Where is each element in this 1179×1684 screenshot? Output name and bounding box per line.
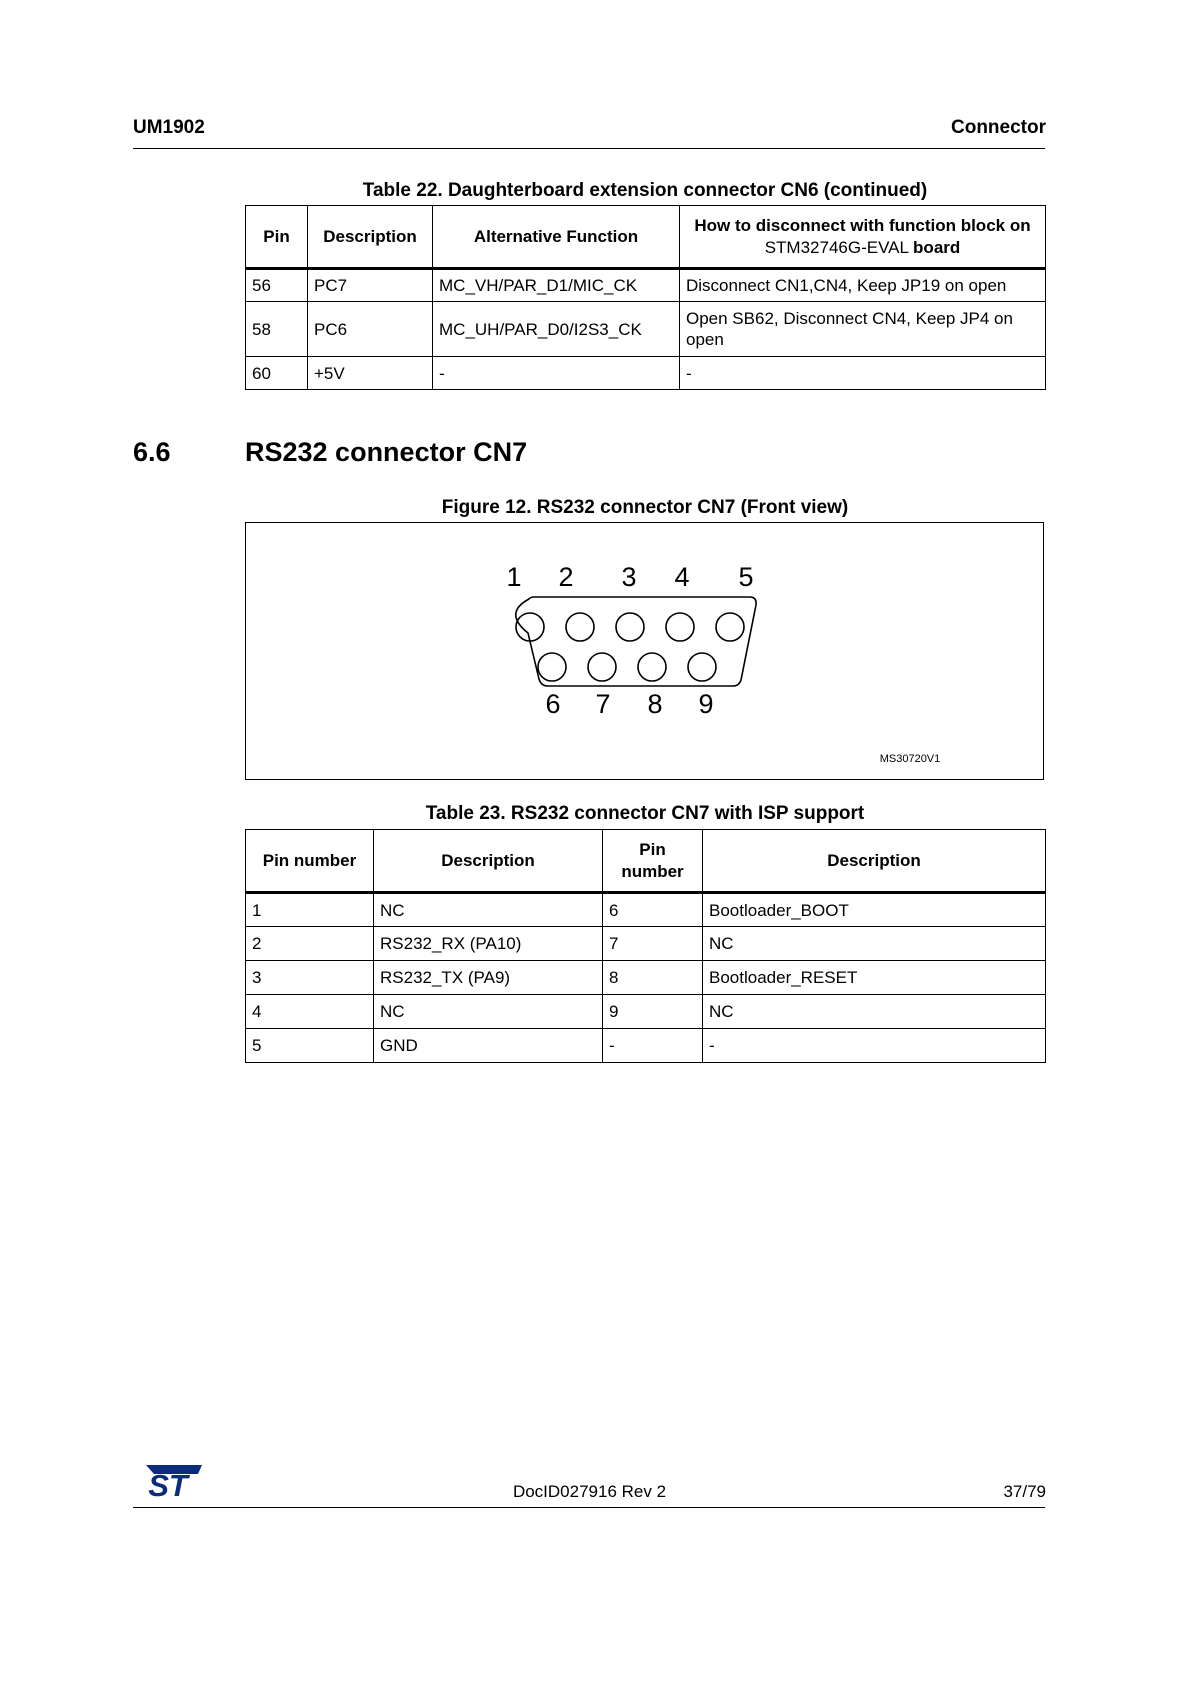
db9-label-9: 9: [698, 689, 714, 719]
table-row: [246, 1029, 1046, 1063]
figure12-frame: [245, 522, 1044, 780]
table23-cell-desc1: RS232_RX (PA10): [374, 927, 603, 961]
table23-header-pin-number: Pin number: [246, 830, 374, 893]
table23-cell-pin2: 6: [603, 893, 703, 927]
db9-pin-2-hole: [566, 613, 594, 641]
db9-pin-1-hole: [516, 613, 544, 641]
table23-header-description-2: Description: [703, 830, 1046, 893]
db9-pin-6-hole: [538, 653, 566, 681]
table-row: [246, 961, 1046, 995]
db9-label-6: 6: [545, 689, 561, 719]
table23-cell-pin1: 2: [246, 927, 374, 961]
db9-pin-5-hole: [716, 613, 744, 641]
table22-cell-how: Disconnect CN1,CN4, Keep JP19 on open: [680, 269, 1046, 302]
table23-header-pin-number-2: [603, 830, 703, 893]
header-rule: [133, 148, 1045, 149]
db9-label-8: 8: [647, 689, 663, 719]
table22-cell-desc: PC6: [308, 302, 433, 357]
db9-label-4: 4: [674, 562, 690, 592]
table22-cell-alt: -: [433, 357, 680, 390]
figure12-caption: Figure 12. RS232 connector CN7 (Front view): [441, 497, 849, 518]
table22-cell-alt: MC_UH/PAR_D0/I2S3_CK: [433, 302, 680, 357]
table22-cell-how: Open SB62, Disconnect CN4, Keep JP4 on open: [680, 302, 1046, 357]
table23-cell-pin1: 4: [246, 995, 374, 1029]
table-row: [246, 269, 1046, 302]
table-row: [246, 995, 1046, 1029]
table23: [245, 829, 1046, 1063]
table22-header-how: [680, 206, 1046, 269]
table23-header-description: Description: [374, 830, 603, 893]
table22-header-how-line2: [686, 237, 1039, 259]
db9-connector-diagram: [246, 523, 1043, 779]
table22: [245, 205, 1046, 390]
table23-cell-pin2: 8: [603, 961, 703, 995]
svg-text:ST: ST: [148, 1468, 188, 1499]
table22-cell-how: -: [680, 357, 1046, 390]
db9-shell-outline: [516, 597, 756, 686]
section-title: RS232 connector CN7: [245, 437, 528, 467]
db9-label-7: 7: [595, 689, 611, 719]
figure12-ref: MS30720V1: [879, 753, 941, 765]
db9-pin-7-hole: [588, 653, 616, 681]
table23-cell-desc2: -: [703, 1029, 1046, 1063]
db9-label-1: 1: [506, 562, 522, 592]
table23-cell-desc1: RS232_TX (PA9): [374, 961, 603, 995]
table22-header-pin: Pin: [246, 206, 308, 269]
table22-cell-desc: +5V: [308, 357, 433, 390]
db9-label-5: 5: [738, 562, 754, 592]
db9-pin-3-hole: [616, 613, 644, 641]
table23-header-pin-line1: Pin: [639, 839, 666, 859]
table23-cell-pin1: 3: [246, 961, 374, 995]
table22-header-alt: Alternative Function: [433, 206, 680, 269]
table-row: [246, 357, 1046, 390]
table23-cell-pin1: 1: [246, 893, 374, 927]
table23-cell-pin2: 7: [603, 927, 703, 961]
table22-cell-alt: MC_VH/PAR_D1/MIC_CK: [433, 269, 680, 302]
table23-cell-desc2: Bootloader_RESET: [703, 961, 1046, 995]
table23-cell-pin2: -: [603, 1029, 703, 1063]
footer-rule: [133, 1507, 1045, 1508]
table23-cell-pin1: 5: [246, 1029, 374, 1063]
footer-doc-id: DocID027916 Rev 2: [512, 1482, 667, 1501]
table23-cell-desc1: GND: [374, 1029, 603, 1063]
table22-cell-pin: 58: [246, 302, 308, 357]
table23-cell-desc1: NC: [374, 995, 603, 1029]
db9-pin-4-hole: [666, 613, 694, 641]
table23-cell-desc2: NC: [703, 927, 1046, 961]
table23-header-pin-line2: number: [621, 861, 684, 881]
db9-pin-8-hole: [638, 653, 666, 681]
table22-cell-pin: 56: [246, 269, 308, 302]
table23-cell-desc2: Bootloader_BOOT: [703, 893, 1046, 927]
table23-cell-desc2: NC: [703, 995, 1046, 1029]
table-row: [246, 927, 1046, 961]
db9-pin-9-hole: [688, 653, 716, 681]
table-row: [246, 893, 1046, 927]
table23-caption: Table 23. RS232 connector CN7 with ISP support: [425, 803, 865, 824]
table22-header-how-board-name: STM32746G-EVAL: [764, 237, 914, 257]
table22-caption: Table 22. Daughterboard extension connector CN6 (continued): [362, 180, 928, 201]
table23-cell-pin2: 9: [603, 995, 703, 1029]
table22-header-how-line1: How to disconnect with function block on: [694, 215, 1031, 235]
section-number: 6.6: [133, 437, 171, 467]
db9-label-3: 3: [621, 562, 637, 592]
footer-page-number: 37/79: [1003, 1482, 1046, 1501]
table22-header-how-board: board: [913, 237, 961, 257]
header-doc-id: UM1902: [133, 117, 205, 138]
table23-cell-desc1: NC: [374, 893, 603, 927]
table22-cell-desc: PC7: [308, 269, 433, 302]
table22-cell-pin: 60: [246, 357, 308, 390]
table22-header-description: Description: [308, 206, 433, 269]
db9-label-2: 2: [558, 562, 574, 592]
table-row: [246, 302, 1046, 357]
header-section: Connector: [951, 117, 1046, 138]
